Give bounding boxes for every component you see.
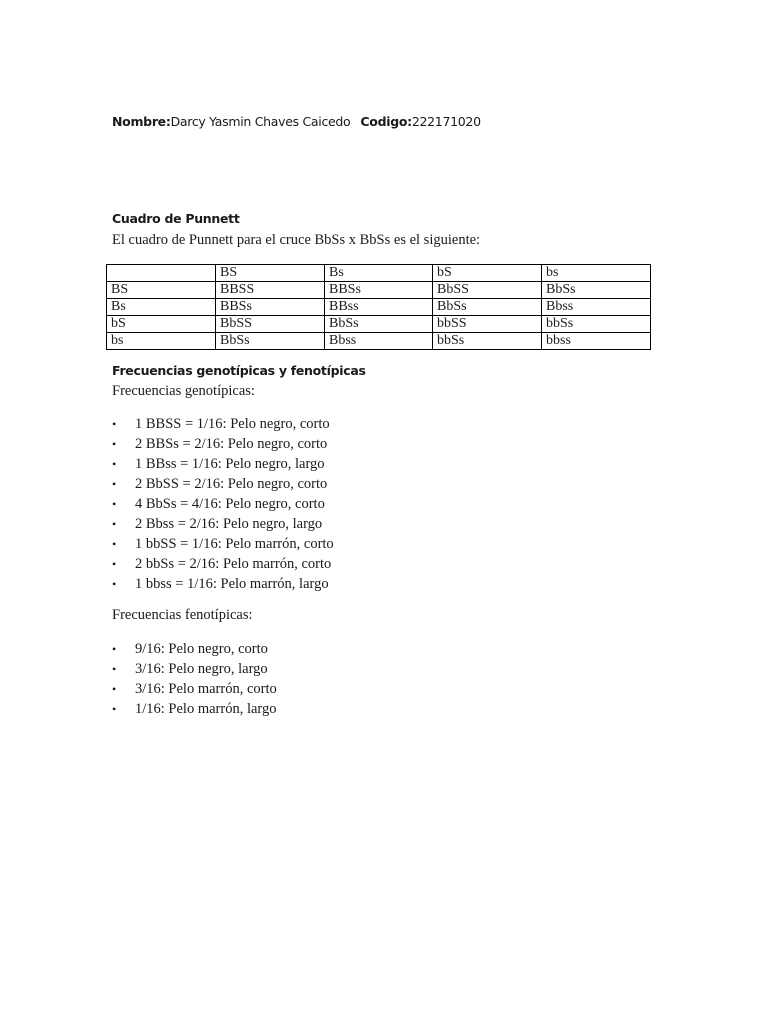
table-cell: bbSs <box>542 316 651 333</box>
name-value: Darcy Yasmin Chaves Caicedo <box>170 114 351 129</box>
punnett-table <box>106 264 651 350</box>
list-item <box>112 514 334 534</box>
list-item <box>112 639 277 659</box>
table-row <box>107 333 651 350</box>
table-cell: BS <box>216 265 325 282</box>
table-cell: BBSS <box>216 282 325 299</box>
list-item <box>112 659 277 679</box>
bullet-icon: • <box>112 662 117 676</box>
list-item <box>112 534 334 554</box>
list-item-text: 1 BBss = 1/16: Pelo negro, largo <box>135 456 325 472</box>
table-row <box>107 316 651 333</box>
bullet-icon: • <box>112 537 117 551</box>
list-item-text: 2 BBSs = 2/16: Pelo negro, corto <box>135 436 328 452</box>
list-item-text: 9/16: Pelo negro, corto <box>135 641 268 657</box>
punnett-title: Cuadro de Punnett <box>112 211 240 226</box>
bullet-icon: • <box>112 497 117 511</box>
phenotypic-list <box>112 639 277 719</box>
table-cell: bbSS <box>433 316 542 333</box>
table-cell: BbSs <box>216 333 325 350</box>
table-cell: BBSs <box>216 299 325 316</box>
table-cell: bS <box>107 316 216 333</box>
table-cell: bbSs <box>433 333 542 350</box>
table-cell: BbSs <box>542 282 651 299</box>
table-header-row <box>107 265 651 282</box>
code-value: 222171020 <box>411 114 481 129</box>
list-item-text: 2 bbSs = 2/16: Pelo marrón, corto <box>135 556 332 572</box>
bullet-icon: • <box>112 642 117 656</box>
list-item-text: 1 bbSS = 1/16: Pelo marrón, corto <box>135 536 334 552</box>
student-header <box>112 114 481 129</box>
list-item-text: 1 bbss = 1/16: Pelo marrón, largo <box>135 576 329 592</box>
code-label: Codigo: <box>360 114 412 129</box>
frequencies-title: Frecuencias genotípicas y fenotípicas <box>112 363 366 378</box>
list-item-text: 2 Bbss = 2/16: Pelo negro, largo <box>135 516 323 532</box>
bullet-icon: • <box>112 477 117 491</box>
table-cell: Bbss <box>325 333 433 350</box>
list-item <box>112 434 334 454</box>
table-cell: BBss <box>325 299 433 316</box>
table-cell: BbSS <box>433 282 542 299</box>
bullet-icon: • <box>112 457 117 471</box>
name-label: Nombre: <box>112 114 171 129</box>
genotypic-heading: Frecuencias genotípicas: <box>112 383 255 399</box>
list-item <box>112 699 277 719</box>
table-cell: Bbss <box>542 299 651 316</box>
punnett-intro: El cuadro de Punnett para el cruce BbSs x BbSs es el siguiente: <box>112 232 481 248</box>
table-cell: bs <box>107 333 216 350</box>
list-item-text: 1 BBSS = 1/16: Pelo negro, corto <box>135 416 330 432</box>
table-cell: BbSs <box>433 299 542 316</box>
bullet-icon: • <box>112 577 117 591</box>
list-item <box>112 679 277 699</box>
table-cell: bS <box>433 265 542 282</box>
list-item-text: 3/16: Pelo marrón, corto <box>135 681 277 697</box>
bullet-icon: • <box>112 702 117 716</box>
list-item <box>112 554 334 574</box>
genotypic-list <box>112 414 334 594</box>
list-item-text: 2 BbSS = 2/16: Pelo negro, corto <box>135 476 328 492</box>
table-cell: Bs <box>107 299 216 316</box>
table-cell <box>107 265 216 282</box>
bullet-icon: • <box>112 437 117 451</box>
list-item <box>112 574 334 594</box>
bullet-icon: • <box>112 557 117 571</box>
table-cell: BbSs <box>325 316 433 333</box>
list-item <box>112 454 334 474</box>
table-cell: bbss <box>542 333 651 350</box>
list-item-text: 1/16: Pelo marrón, largo <box>135 701 277 717</box>
table-cell: BBSs <box>325 282 433 299</box>
table-cell: BS <box>107 282 216 299</box>
table-row <box>107 282 651 299</box>
list-item <box>112 474 334 494</box>
table-cell: bs <box>542 265 651 282</box>
list-item <box>112 494 334 514</box>
list-item <box>112 414 334 434</box>
table-row <box>107 299 651 316</box>
phenotypic-heading: Frecuencias fenotípicas: <box>112 607 253 623</box>
list-item-text: 4 BbSs = 4/16: Pelo negro, corto <box>135 496 325 512</box>
table-cell: Bs <box>325 265 433 282</box>
table-cell: BbSS <box>216 316 325 333</box>
bullet-icon: • <box>112 417 117 431</box>
list-item-text: 3/16: Pelo negro, largo <box>135 661 268 677</box>
bullet-icon: • <box>112 517 117 531</box>
bullet-icon: • <box>112 682 117 696</box>
